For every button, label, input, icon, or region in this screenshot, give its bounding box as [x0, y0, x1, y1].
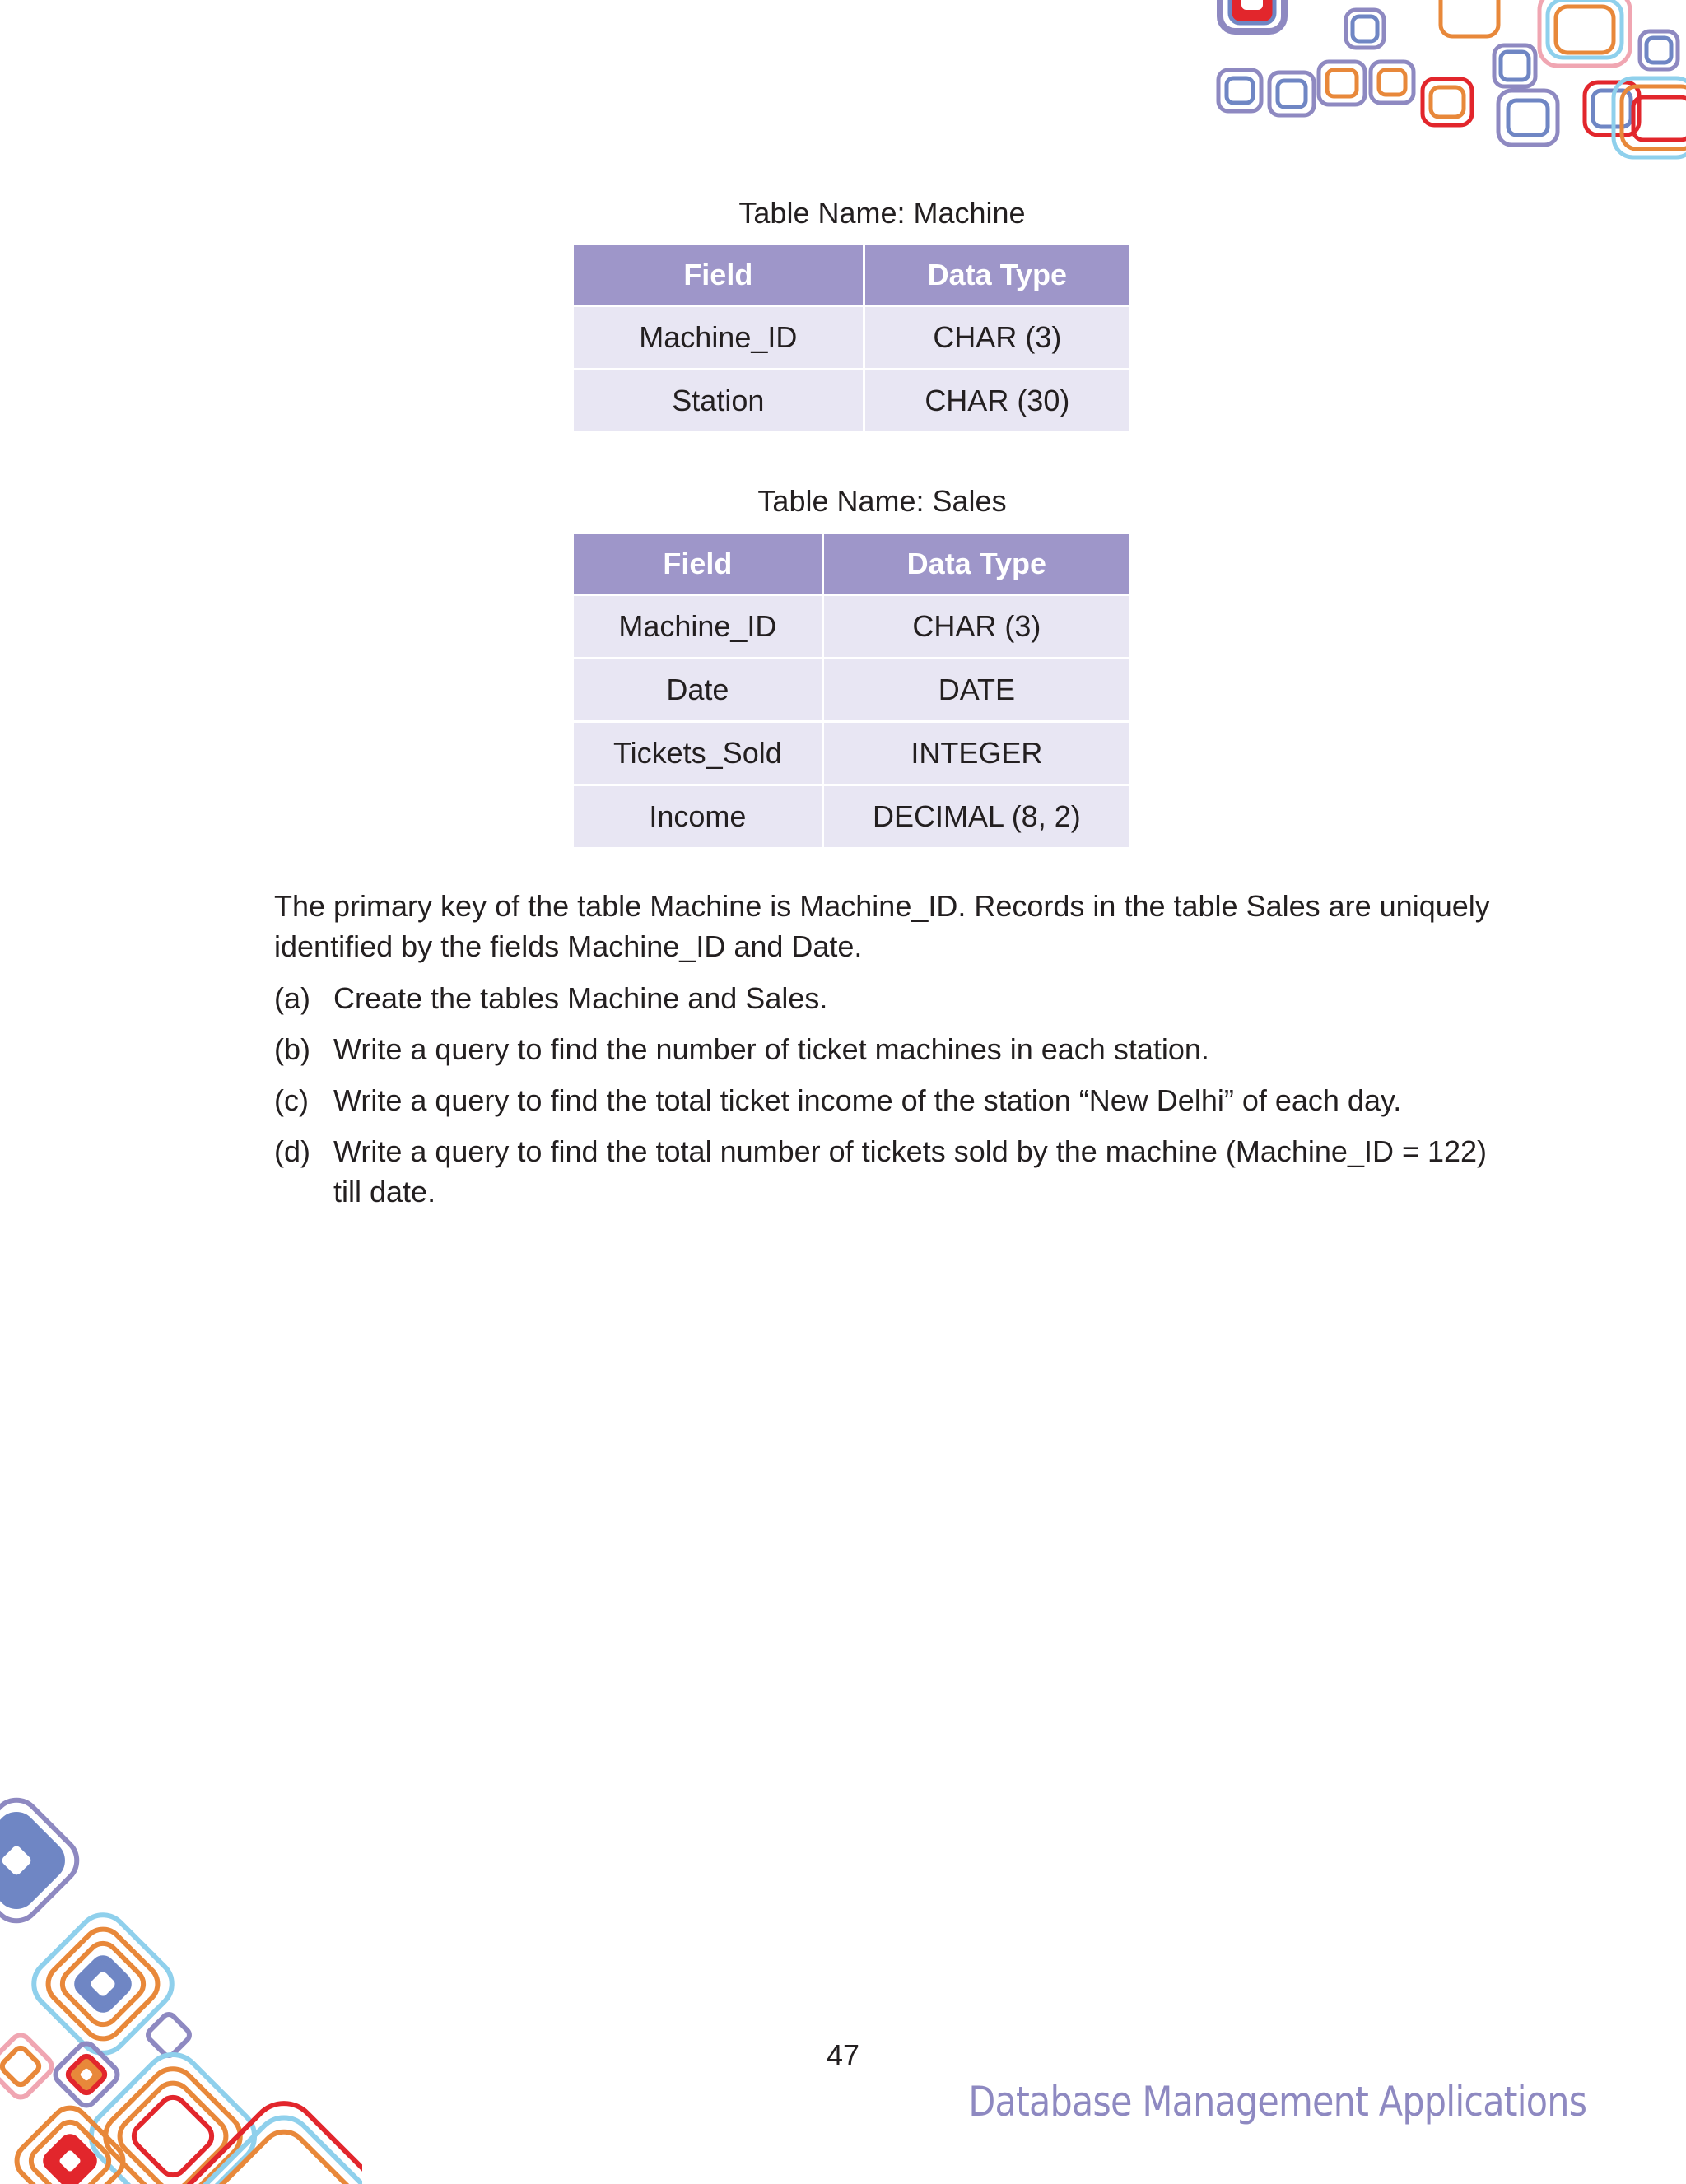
question-label: (a): [274, 981, 310, 1015]
table-row: [574, 307, 1129, 368]
question-list: [274, 978, 1509, 1222]
question-item: [274, 1131, 1509, 1212]
question-text: Write a query to find the total ticket income of the station “New Delhi” of each day.: [333, 1083, 1402, 1117]
question-label: (b): [274, 1032, 310, 1066]
header-field: Field: [574, 245, 863, 305]
question-label: (d): [274, 1134, 310, 1168]
question-item: [274, 1029, 1509, 1069]
header-data-type: Data Type: [865, 245, 1129, 305]
table-row: [574, 596, 1129, 657]
table-header-row: [574, 245, 1129, 305]
question-item: [274, 978, 1509, 1018]
field-cell: Income: [574, 786, 822, 847]
table-row: [574, 370, 1129, 431]
type-cell: CHAR (3): [865, 307, 1129, 368]
table-caption-sales: Table Name: Sales: [757, 484, 1007, 518]
question-label: (c): [274, 1083, 309, 1117]
type-cell: INTEGER: [824, 723, 1129, 784]
sales-table: [571, 532, 1132, 850]
page-number: 47: [826, 2038, 860, 2072]
table-row: [574, 723, 1129, 784]
field-cell: Machine_ID: [574, 596, 822, 657]
bottom-left-decoration: [0, 1795, 362, 2184]
machine-table: [571, 243, 1132, 434]
top-right-decoration: [1202, 0, 1686, 165]
table-caption-machine: Table Name: Machine: [738, 196, 1026, 230]
question-text: Write a query to find the total number of tickets sold by the machine (Machine_ID = 122) till date.: [333, 1134, 1488, 1208]
table-header-row: [574, 534, 1129, 594]
header-field: Field: [574, 534, 822, 594]
question-text: Write a query to find the number of ticket machines in each station.: [333, 1032, 1209, 1066]
type-cell: CHAR (3): [824, 596, 1129, 657]
intro-paragraph: The primary key of the table Machine is Machine_ID. Records in the table Sales are uniquely identified by the fields Machine_ID and Date.: [274, 889, 1490, 963]
footer-title: Database Management Applications: [968, 2078, 1586, 2126]
table-row: [574, 786, 1129, 847]
type-cell: CHAR (30): [865, 370, 1129, 431]
type-cell: DATE: [824, 659, 1129, 720]
table-row: [574, 659, 1129, 720]
field-cell: Tickets_Sold: [574, 723, 822, 784]
header-data-type: Data Type: [824, 534, 1129, 594]
question-item: [274, 1080, 1509, 1120]
field-cell: Date: [574, 659, 822, 720]
field-cell: Machine_ID: [574, 307, 863, 368]
question-text: Create the tables Machine and Sales.: [333, 981, 828, 1015]
type-cell: DECIMAL (8, 2): [824, 786, 1129, 847]
field-cell: Station: [574, 370, 863, 431]
